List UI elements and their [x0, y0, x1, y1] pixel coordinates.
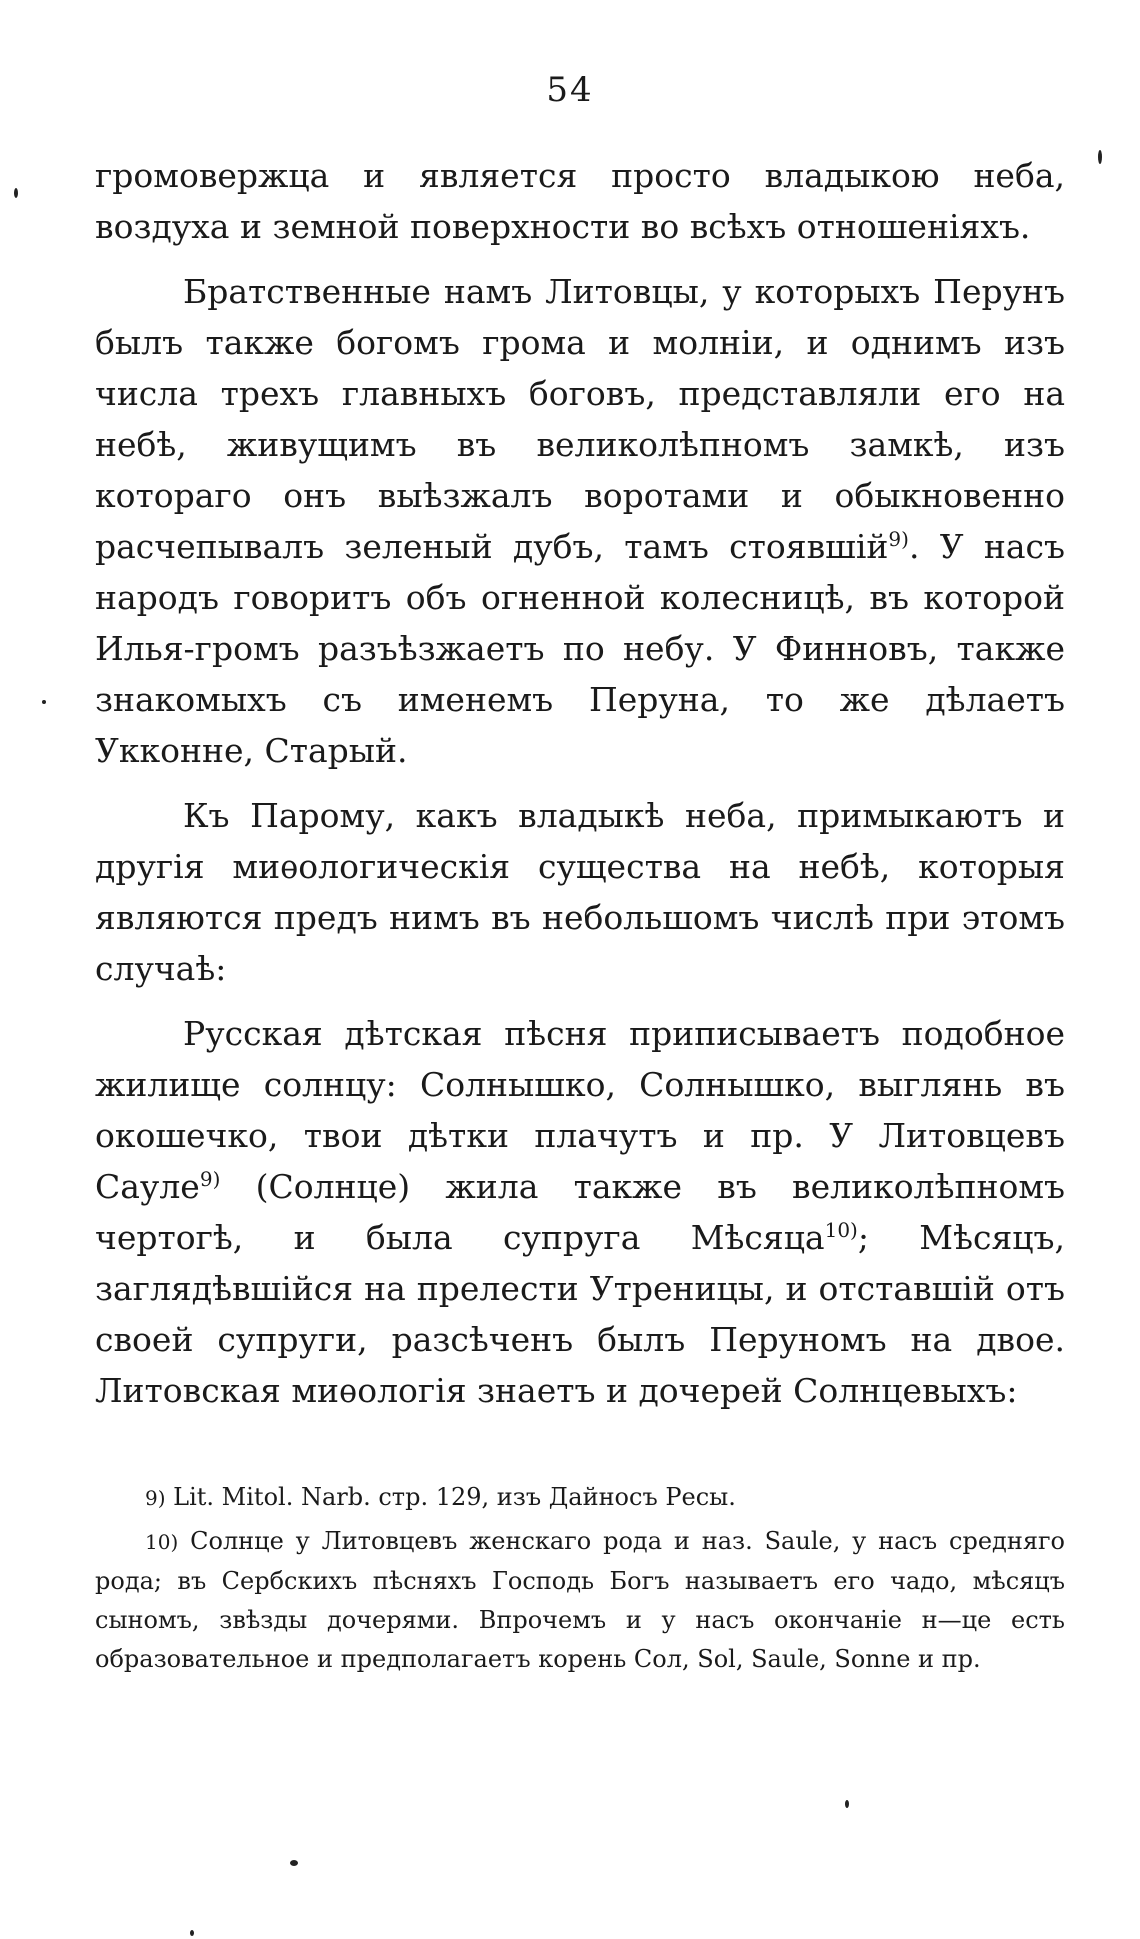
- paragraph-2-text: Братственные намъ Литовцы, у которыхъ Перунъ былъ также богомъ грома и молніи, и однимъ изъ числа трехъ главныхъ боговъ, представляли его на небѣ, живущимъ въ великолѣпномъ замкѣ, изъ котораго онъ выѣзжалъ воротами и обыкновенно расчепывалъ зеленый дубъ, тамъ стоявшій: [95, 272, 1065, 566]
- footnote-ref-9: 9): [888, 527, 909, 551]
- scan-speck: [14, 188, 18, 198]
- scan-speck: [290, 1860, 298, 1866]
- footnote-10: [95, 1522, 1065, 1679]
- footnote-9-mark: 9): [145, 1486, 166, 1510]
- paragraph-1-text: громовержца и является просто владыкою неба, воздуха и земной поверхности во всѣхъ отношеніяхъ.: [95, 156, 1065, 246]
- footnote-10-mark: 10): [145, 1530, 179, 1554]
- paragraph-3-text: Къ Парому, какъ владыкѣ неба, примыкаютъ и другія миѳологическія существа на небѣ, которыя являются предъ нимъ въ небольшомъ числѣ при этомъ случаѣ:: [95, 796, 1065, 988]
- footnote-9: [95, 1478, 1065, 1518]
- paragraph-1: [95, 150, 1065, 252]
- scan-speck: [190, 1930, 194, 1936]
- footnote-ref-10: 10): [824, 1218, 858, 1242]
- scan-speck: [845, 1800, 849, 1808]
- paragraph-3: [95, 790, 1065, 994]
- paragraph-4-tail: ; Мѣсяцъ, заглядѣвшійся на прелести Утреницы, и отставшій отъ своей супруги, разсѣченъ былъ Перуномъ на двое. Литовская миѳологія знаетъ и дочерей Солнцевыхъ:: [95, 1218, 1065, 1410]
- paragraph-4-text: Русская дѣтская пѣсня приписываетъ подобное жилище солнцу: Солнышко, Солнышко, выглянь въ окошечко, твои дѣтки плачутъ и пр. У Литовцевъ Сауле: [95, 1014, 1065, 1206]
- footnote-ref-9b: 9): [199, 1167, 221, 1191]
- footnote-9-text: Lit. Mitol. Narb. стр. 129, изъ Дайносъ Ресы.: [165, 1483, 736, 1511]
- paragraph-4: [95, 1008, 1065, 1416]
- paragraph-4-mid: (Солнце) жила также въ великолѣпномъ чертогѣ, и была супруга Мѣсяца: [95, 1167, 1065, 1257]
- page-number: 54: [546, 70, 594, 110]
- scan-speck: [42, 700, 46, 704]
- paragraph-2-tail: . У насъ народъ говоритъ объ огненной колесницѣ, въ которой Илья-громъ разъѣзжаетъ по небу. У Финновъ, также знакомыхъ съ именемъ Перуна, то же дѣлаетъ Укконне, Старый.: [95, 527, 1065, 770]
- scan-speck: [1098, 150, 1102, 164]
- main-text: [95, 150, 1065, 1416]
- footnote-10-text: Солнце у Литовцевъ женскаго рода и наз. Saule, у насъ средняго рода; въ Сербскихъ пѣсняхъ Господь Богъ называетъ его чадо, мѣсяцъ сыномъ, звѣзды дочерями. Впрочемъ и у насъ окончаніе н—це есть образовательное и предполагаетъ корень Сол, Sol, Saule, Sonne и пр.: [95, 1527, 1065, 1673]
- paragraph-2: [95, 266, 1065, 776]
- footnotes: [95, 1478, 1065, 1683]
